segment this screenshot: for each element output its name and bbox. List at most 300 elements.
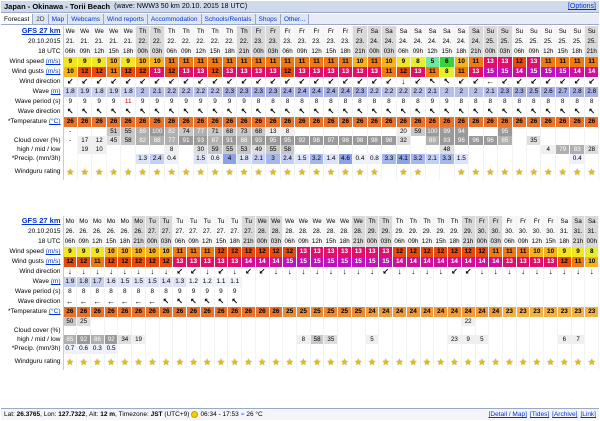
wave-height-cell (434, 277, 448, 287)
cloud-cell (530, 335, 544, 344)
wind-gusts-cell: 14 (584, 67, 598, 77)
precip-cell (527, 154, 541, 164)
wind-arrow-icon: ↙ (193, 77, 207, 87)
wave-period-cell (242, 287, 256, 297)
cloud-cell (118, 326, 132, 335)
star-icon: ★ (255, 354, 269, 370)
wind-direction-row (1, 77, 599, 87)
cloud-cell (489, 326, 503, 335)
tab-2d[interactable]: 2D (33, 14, 48, 24)
wave-height-cell (393, 277, 407, 287)
lat-label: Lat: (4, 411, 15, 418)
wind-gusts-cell: 11 (454, 67, 468, 77)
time-cell: 27. (214, 227, 228, 237)
wind-speed-cell: 6 (440, 57, 454, 67)
footer-link[interactable]: [Link] (580, 411, 596, 418)
tz-label: Timezone: (118, 411, 149, 418)
wave-period-cell: 11 (121, 97, 135, 107)
wave-period-cell: 9 (63, 97, 77, 107)
time-cell: We (324, 216, 338, 227)
precip-cell (132, 344, 146, 354)
cloud-cell: 49 (251, 145, 265, 154)
time-cell: Mo (63, 216, 77, 227)
footer-link[interactable]: [Detail / Map] (488, 411, 527, 418)
temperature-cell: 26 (145, 307, 159, 317)
cloud-cell (351, 326, 365, 335)
cloud-cell: 96 (483, 136, 497, 145)
cloud-cell (283, 335, 297, 344)
wind-speed-cell: 8 (585, 247, 599, 257)
wind-speed-cell: 11 (266, 57, 280, 67)
wave-height-cell (255, 277, 269, 287)
wave-height-cell: 1.8 (92, 87, 106, 97)
wind-speed-cell: 9 (90, 247, 104, 257)
wind-arrow-icon: ↓ (118, 267, 132, 277)
cloud-cell (159, 326, 173, 335)
wind-gusts-cell: 14 (512, 67, 526, 77)
cloud-cell (200, 317, 214, 326)
wind-gusts-cell: 13 (411, 67, 425, 77)
wind-gusts-cell: 15 (296, 257, 310, 267)
wind-gusts-cell: 13 (544, 257, 558, 267)
tab-schools-rentals[interactable]: Schools/Rentals (202, 14, 256, 24)
precip-cell (557, 344, 571, 354)
wind-speed-cell: 11 (555, 57, 569, 67)
time-cell: Mo (90, 216, 104, 227)
time-cell: Sa (396, 26, 410, 37)
cloud-cell: 93 (251, 136, 265, 145)
time-cell: We (310, 216, 324, 227)
cloud-cell: 86 (90, 335, 104, 344)
time-cell: 23. (338, 37, 352, 47)
cloud-cell (420, 317, 434, 326)
wind-arrow-icon: ↓ (434, 267, 448, 277)
time-cell: Sa (469, 26, 483, 37)
time-cell: 18h (559, 238, 570, 245)
star-icon: ★ (365, 354, 379, 370)
wave-arrow-icon: ↖ (266, 107, 280, 117)
time-cell: 18h (449, 238, 460, 245)
wind-gusts-cell: 13 (295, 67, 309, 77)
time-cell: Th (222, 26, 236, 37)
model-link[interactable]: GFS 27 km (21, 216, 61, 225)
cloud-cell: 98 (353, 136, 367, 145)
cloud-cell (461, 326, 475, 335)
hour-row-label (1, 237, 63, 247)
time-cell: 24. (367, 37, 381, 47)
wind-speed-cell: 11 (222, 57, 236, 67)
wave-period-cell (420, 287, 434, 297)
wind-gusts-cell: 14 (269, 257, 283, 267)
cloud-cell: 94 (454, 127, 468, 136)
wave-arrow-icon: ↖ (454, 107, 468, 117)
temperature-cell: 26 (411, 117, 425, 127)
wave-period-cell (516, 287, 530, 297)
wind-gusts-cell: 8 (440, 67, 454, 77)
wind-gusts-cell: 13 (309, 67, 323, 77)
temperature-cell: 25 (351, 307, 365, 317)
cloud-low-label-cell (1, 335, 63, 344)
cloud-cell: 20 (396, 127, 410, 136)
time-cell: 25. (527, 37, 541, 47)
temperature-cell: 23 (503, 307, 517, 317)
time-cell: 22. (237, 37, 251, 47)
star-icon: ★ (179, 164, 193, 180)
wave-arrow-icon: ← (104, 297, 118, 307)
time-cell: 26. (132, 227, 146, 237)
wave-period-cell (489, 287, 503, 297)
precip-cell (512, 154, 526, 164)
wave-height-cell: 1.7 (90, 277, 104, 287)
time-cell: Tu (173, 216, 187, 227)
time-cell: Th (237, 26, 251, 37)
time-cell: 21h (353, 238, 364, 245)
cloud-cell (77, 326, 91, 335)
wind-gusts-cell: 12 (280, 67, 294, 77)
time-cell: 29. (379, 227, 393, 237)
temperature-cell: 26 (425, 117, 439, 127)
wind-speed-label-cell (1, 247, 63, 257)
wind-speed-cell: 11 (541, 57, 555, 67)
wave-direction-label: Wave direction (17, 108, 61, 115)
wave-period-cell (338, 287, 352, 297)
time-cell: Su (555, 26, 569, 37)
wave-label-cell (1, 277, 63, 287)
wind-speed-cell: 11 (251, 57, 265, 67)
cloud-cell (503, 335, 517, 344)
wind-gusts-cell: 11 (106, 67, 120, 77)
wind-gusts-unit-link[interactable]: (m/s) (45, 258, 61, 265)
wave-arrow-icon (393, 297, 407, 307)
tab-other[interactable]: Other... (281, 14, 309, 24)
cloud-cell: 92 (77, 335, 91, 344)
wave-row (1, 277, 599, 287)
precip-cell: 3 (266, 154, 280, 164)
wave-arrow-icon: ↖ (584, 107, 598, 117)
wave-period-cell: 9 (135, 97, 149, 107)
wave-height-cell: 2.4 (295, 87, 309, 97)
wave-period-label-cell (1, 287, 63, 297)
time-cell: 00h (586, 238, 597, 245)
wind-speed-cell: 12 (434, 247, 448, 257)
rating-row (1, 354, 599, 370)
wave-period-cell (461, 287, 475, 297)
precip-row (1, 344, 599, 354)
cloud-cell (173, 326, 187, 335)
cloud-cell (530, 326, 544, 335)
precip-cell (296, 344, 310, 354)
time-cell: 23. (251, 37, 265, 47)
time-cell: Th (448, 216, 462, 227)
cloud-cell (411, 145, 425, 154)
temperature-cell: 26 (164, 117, 178, 127)
cloud-cell (396, 145, 410, 154)
wind-gusts-cell: 15 (555, 67, 569, 77)
time-cell: 15h (435, 238, 446, 245)
time-cell: Fr (530, 216, 544, 227)
tab-map[interactable]: Map (49, 14, 69, 24)
time-cell: 29. (365, 227, 379, 237)
cloud-cell: 95 (266, 136, 280, 145)
time-cell: Th (406, 216, 420, 227)
time-cell: 24. (411, 37, 425, 47)
wave-period-cell: 8 (411, 97, 425, 107)
star-icon: ★ (269, 354, 283, 370)
cloud-cell: 68 (222, 127, 236, 136)
wind-speed-cell: 8 (411, 57, 425, 67)
wave-unit-link[interactable]: (m) (50, 88, 61, 95)
wind-speed-cell: 10 (382, 57, 396, 67)
cloud-cell (498, 145, 512, 154)
tz-value: JST (150, 411, 163, 418)
cloud-cell (483, 145, 497, 154)
cloud-cell (379, 326, 393, 335)
wind-gusts-label: Wind gusts (11, 68, 44, 75)
star-icon: ★ (145, 354, 159, 370)
precip-cell: 1.4 (324, 154, 338, 164)
cloud-cell: 73 (237, 127, 251, 136)
wave-arrow-icon: ↖ (164, 107, 178, 117)
wind-speed-cell: 11 (164, 57, 178, 67)
cloud-cell (145, 335, 159, 344)
wave-height-cell: 1.2 (187, 277, 201, 287)
cloud-cell: 68 (251, 127, 265, 136)
wave-height-cell (242, 277, 256, 287)
cloud-cell (324, 127, 338, 136)
tab-accommodation[interactable]: Accommodation (148, 14, 202, 24)
precip-cell (571, 344, 585, 354)
time-cell: 15h (440, 47, 454, 57)
wind-speed-cell: 11 (338, 57, 352, 67)
time-cell: 00h (147, 238, 158, 245)
star-icon: ★ (159, 354, 173, 370)
wave-arrow-icon (585, 297, 599, 307)
time-cell: 06h (64, 238, 76, 245)
time-cell: 12h (531, 238, 542, 245)
cloud-cell: 8 (280, 127, 294, 136)
time-cell: Fr (503, 216, 517, 227)
time-cell: 21h (463, 238, 474, 245)
wave-height-cell: 2.2 (179, 87, 193, 97)
wave-arrow-icon (242, 297, 256, 307)
footer-link[interactable]: [Tides] (529, 411, 550, 418)
cloud-cell (469, 145, 483, 154)
time-cell: 06h (396, 47, 410, 57)
wind-gusts-cell: 12 (135, 67, 149, 77)
wind-speed-cell: 10 (106, 57, 120, 67)
cloud-cell: 92 (104, 335, 118, 344)
wind-arrow-icon: ↙ (266, 77, 280, 87)
wave-height-cell (516, 277, 530, 287)
precip-cell (92, 154, 106, 164)
wave-period-cell: 9 (164, 97, 178, 107)
precip-cell (310, 344, 324, 354)
cloud-cell (584, 127, 598, 136)
precip-cell: 1.3 (135, 154, 149, 164)
wind-arrow-icon: ↓ (351, 267, 365, 277)
wind-arrow-icon: ↙ (214, 267, 228, 277)
temperature-cell: 23 (585, 307, 599, 317)
time-cell: Sa (382, 26, 396, 37)
date-row (1, 37, 599, 47)
temperature-cell: 26 (208, 117, 222, 127)
wave-period-cell (571, 287, 585, 297)
time-cell: Th (434, 216, 448, 227)
wind-arrow-icon: ↙ (469, 77, 483, 87)
time-cell: 18h (339, 238, 350, 245)
wave-direction-row (1, 107, 599, 117)
time-cell: Tu (159, 216, 173, 227)
wind-gusts-cell: 12 (118, 257, 132, 267)
wave-unit-link[interactable]: (m) (50, 278, 61, 285)
cloud-cell: 93 (193, 136, 207, 145)
wave-height-cell (475, 277, 489, 287)
time-cell: We (255, 216, 269, 227)
cloud-cell: 77 (193, 127, 207, 136)
time-cell: 15h (324, 47, 338, 57)
wind-gusts-cell: 13 (187, 257, 201, 267)
tab-webcams[interactable]: Webcams (68, 14, 104, 24)
wind-arrow-icon: ↓ (132, 267, 146, 277)
wind-gusts-unit-link[interactable]: (m/s) (45, 68, 61, 75)
sea-wave-icon: ≈ (240, 411, 245, 418)
cloud-mid-row (1, 326, 599, 335)
temperature-cell: 24 (379, 307, 393, 317)
cloud-cell (283, 326, 297, 335)
wind-gusts-cell: 15 (324, 257, 338, 267)
wave-arrow-icon: ← (118, 297, 132, 307)
precip-cell (200, 344, 214, 354)
temperature-unit-link[interactable]: (°C) (48, 308, 61, 315)
cloud-cell (214, 326, 228, 335)
precip-label: *Precip. (mm/3h) (11, 345, 61, 352)
precip-cell (242, 344, 256, 354)
time-cell: 27. (228, 227, 242, 237)
wave-arrow-icon (530, 297, 544, 307)
cloud-cell (269, 326, 283, 335)
cloud-cell (382, 145, 396, 154)
time-cell: 29. (420, 227, 434, 237)
wind-speed-cell: 12 (406, 247, 420, 257)
time-cell: 25. (570, 37, 584, 47)
star-icon (440, 164, 454, 180)
cloud-cell (228, 326, 242, 335)
cloud-cell: 13 (266, 127, 280, 136)
star-icon: ★ (516, 354, 530, 370)
time-cell: We (269, 216, 283, 227)
wave-arrow-icon: ↖ (77, 107, 91, 117)
temperature-cell: 26 (266, 117, 280, 127)
cloud-cell (187, 326, 201, 335)
time-cell: 29. (448, 227, 462, 237)
wave-height-cell: 2.3 (512, 87, 526, 97)
wind-gusts-cell: 13 (324, 67, 338, 77)
wave-label: Wave (32, 88, 49, 95)
cloud-cell: 34 (118, 335, 132, 344)
precip-cell (469, 154, 483, 164)
wave-arrow-icon (351, 297, 365, 307)
time-cell: 23. (266, 37, 280, 47)
cloud-cell: 12 (92, 136, 106, 145)
tab-shops[interactable]: Shops (256, 14, 281, 24)
wind-speed-unit-link[interactable]: (m/s) (45, 248, 61, 255)
time-cell: 21h (572, 238, 584, 245)
cloud-cell (489, 317, 503, 326)
temperature-cell: 26 (214, 307, 228, 317)
time-cell: 12h (92, 47, 106, 57)
temperature-cell: 26 (353, 117, 367, 127)
wind-arrow-icon: ↙ (251, 77, 265, 87)
temperature-cell: 26 (77, 307, 91, 317)
time-cell: 09h (411, 47, 425, 57)
cloud-cell (475, 326, 489, 335)
time-cell: 22. (135, 37, 149, 47)
time-cell: 15h (105, 238, 117, 245)
temperature-cell: 26 (90, 307, 104, 317)
time-cell: 06h (394, 238, 405, 245)
cloud-cell (242, 317, 256, 326)
wind-speed-unit-link[interactable]: (m/s) (45, 58, 61, 65)
tab-bar (1, 14, 599, 25)
wave-period-cell (544, 287, 558, 297)
wind-gusts-cell: 13 (200, 257, 214, 267)
time-cell: 22. (193, 37, 207, 47)
time-cell: We (106, 26, 120, 37)
wind-speed-cell: 9 (396, 57, 410, 67)
time-cell: 29. (393, 227, 407, 237)
time-cell: Su (512, 26, 526, 37)
precip-cell (351, 344, 365, 354)
cloud-cell (324, 326, 338, 335)
precip-cell (255, 344, 269, 354)
temperature-unit-link[interactable]: (°C) (48, 118, 61, 125)
wave-period-cell: 9 (425, 97, 439, 107)
wind-speed-cell: 9 (557, 247, 571, 257)
wave-period-cell (434, 287, 448, 297)
time-cell: 24. (425, 37, 439, 47)
time-cell: 12h (541, 47, 555, 57)
wave-arrow-icon: ↖ (367, 107, 381, 117)
options-link[interactable]: [Options] (567, 3, 596, 10)
time-cell: Su (498, 26, 512, 37)
time-cell: 30. (475, 227, 489, 237)
time-cell: Fr (251, 26, 265, 37)
wind-gusts-cell: 13 (338, 67, 352, 77)
temperature-cell: 23 (557, 307, 571, 317)
cloud-cover-label: Cloud cover (%) (13, 327, 61, 334)
cloud-cell (310, 317, 324, 326)
footer-links (486, 411, 596, 418)
cloud-cell: 58 (310, 335, 324, 344)
wind-arrow-icon: ↙ (173, 267, 187, 277)
footer-link[interactable]: [Archive] (552, 411, 578, 418)
tab-wind-reports[interactable]: Wind reports (104, 14, 148, 24)
wind-arrow-icon: ↖ (440, 77, 454, 87)
wave-height-cell (461, 277, 475, 287)
precip-cell (584, 154, 598, 164)
cloud-cell (557, 326, 571, 335)
precip-cell: 4.6 (338, 154, 352, 164)
wave-period-cell: 8 (132, 287, 146, 297)
time-cell: 21h (237, 47, 251, 57)
time-cell: 27. (145, 227, 159, 237)
model-link[interactable]: GFS 27 km (21, 26, 61, 35)
wind-arrow-icon: ↙ (255, 267, 269, 277)
wind-gusts-cell: 13 (503, 257, 517, 267)
wind-arrow-icon: ↓ (324, 267, 338, 277)
wind-arrow-icon: ↙ (527, 77, 541, 87)
tab-forecast[interactable]: Forecast (1, 14, 33, 24)
